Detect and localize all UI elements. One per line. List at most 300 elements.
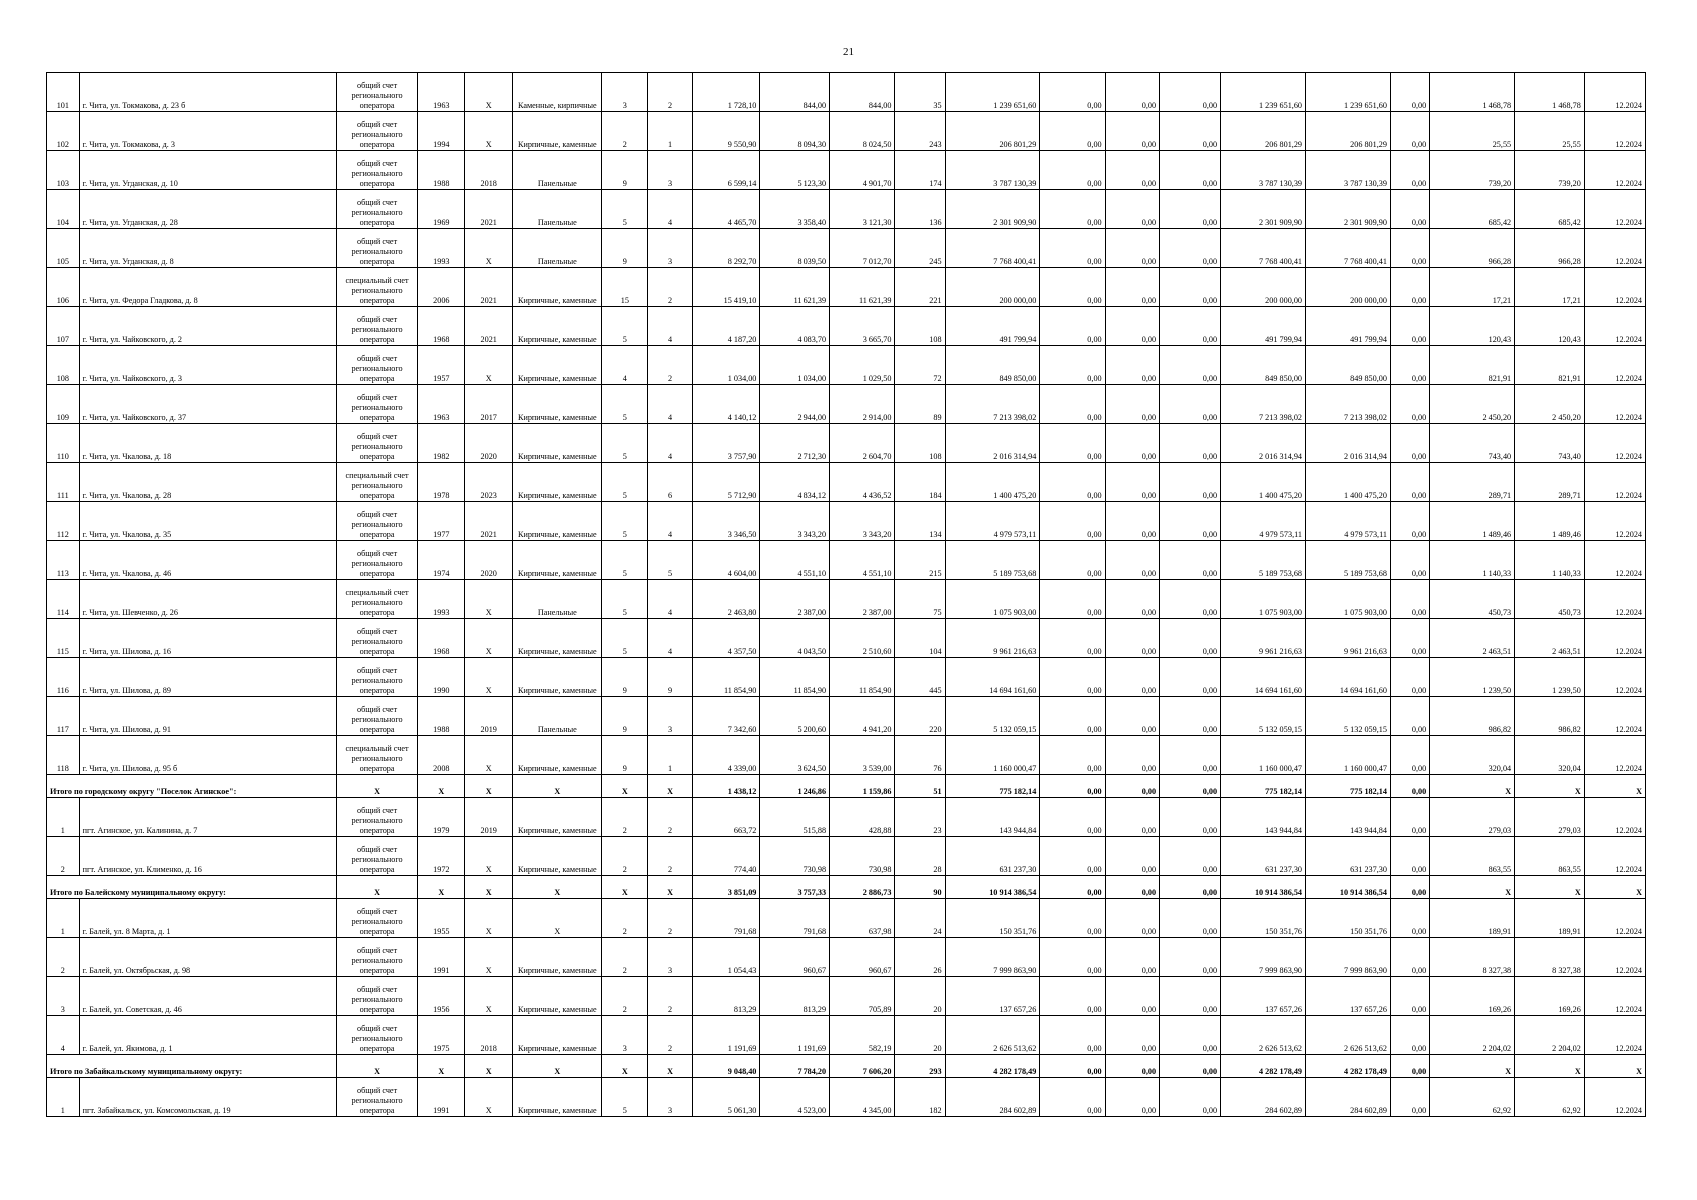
table-cell: 4 bbox=[648, 424, 693, 463]
table-cell: 109 bbox=[47, 385, 80, 424]
table-cell: 284 602,89 bbox=[1221, 1078, 1306, 1117]
table-cell: 1993 bbox=[418, 229, 465, 268]
table-cell: 7 342,60 bbox=[692, 697, 760, 736]
table-cell: 1 400 475,20 bbox=[945, 463, 1040, 502]
table-cell: 0,00 bbox=[1390, 938, 1429, 977]
table-cell: 0,00 bbox=[1160, 268, 1221, 307]
subtotal-cell: 1 159,86 bbox=[830, 775, 895, 798]
table-cell: 11 621,39 bbox=[830, 268, 895, 307]
table-cell: 1968 bbox=[418, 619, 465, 658]
table-cell: 2 bbox=[648, 837, 693, 876]
table-cell: 9 bbox=[602, 736, 648, 775]
table-cell: 1 054,43 bbox=[692, 938, 760, 977]
table-cell: 5 132 059,15 bbox=[945, 697, 1040, 736]
table-cell: 1977 bbox=[418, 502, 465, 541]
table-cell: 4 bbox=[648, 190, 693, 229]
subtotal-cell: X bbox=[602, 876, 648, 899]
table-cell: 9 550,90 bbox=[692, 112, 760, 151]
table-cell: 2 bbox=[648, 977, 693, 1016]
table-cell: общий счет регионального оператора bbox=[336, 977, 418, 1016]
table-cell: 0,00 bbox=[1390, 541, 1429, 580]
table-cell: 0,00 bbox=[1160, 346, 1221, 385]
table-cell: 120,43 bbox=[1515, 307, 1585, 346]
table-cell: 2 463,51 bbox=[1515, 619, 1585, 658]
table-row bbox=[47, 1078, 1646, 1117]
table-cell: 821,91 bbox=[1430, 346, 1515, 385]
table-cell: 2 bbox=[602, 977, 648, 1016]
table-cell: 0,00 bbox=[1390, 463, 1429, 502]
table-cell: Кирпичные, каменные bbox=[513, 385, 602, 424]
table-cell: 15 419,10 bbox=[692, 268, 760, 307]
table-cell: 2 604,70 bbox=[830, 424, 895, 463]
subtotal-cell: 775 182,14 bbox=[1306, 775, 1391, 798]
table-cell: 0,00 bbox=[1390, 580, 1429, 619]
subtotal-cell: X bbox=[513, 1055, 602, 1078]
table-cell: 184 bbox=[895, 463, 945, 502]
table-cell: 0,00 bbox=[1105, 307, 1159, 346]
table-cell: X bbox=[465, 73, 513, 112]
table-cell: 2 bbox=[648, 899, 693, 938]
table-cell: 2021 bbox=[465, 268, 513, 307]
table-cell: г. Чита, ул. Чкалова, д. 35 bbox=[79, 502, 336, 541]
table-cell: 1 075 903,00 bbox=[1306, 580, 1391, 619]
table-cell: 2 bbox=[602, 798, 648, 837]
subtotal-cell: X bbox=[1515, 876, 1585, 899]
table-cell: 0,00 bbox=[1040, 899, 1105, 938]
table-cell: 1991 bbox=[418, 938, 465, 977]
table-cell: 3 787 130,39 bbox=[945, 151, 1040, 190]
table-cell: 206 801,29 bbox=[945, 112, 1040, 151]
table-cell: 582,19 bbox=[830, 1016, 895, 1055]
table-cell: 150 351,76 bbox=[1221, 899, 1306, 938]
table-cell: 0,00 bbox=[1160, 1016, 1221, 1055]
subtotal-cell: X bbox=[648, 1055, 693, 1078]
table-cell: 1 140,33 bbox=[1515, 541, 1585, 580]
table-cell: 1 400 475,20 bbox=[1306, 463, 1391, 502]
table-cell: 0,00 bbox=[1160, 307, 1221, 346]
table-cell: 2 463,80 bbox=[692, 580, 760, 619]
table-cell: 1 489,46 bbox=[1430, 502, 1515, 541]
table-cell: 0,00 bbox=[1040, 1016, 1105, 1055]
table-cell: 2 bbox=[648, 346, 693, 385]
table-cell: 1993 bbox=[418, 580, 465, 619]
subtotal-cell: X bbox=[602, 775, 648, 798]
table-cell: 0,00 bbox=[1105, 346, 1159, 385]
table-cell: 106 bbox=[47, 268, 80, 307]
table-cell: Кирпичные, каменные bbox=[513, 619, 602, 658]
table-cell: 25,55 bbox=[1430, 112, 1515, 151]
subtotal-cell: 4 282 178,49 bbox=[945, 1055, 1040, 1078]
table-cell: 2008 bbox=[418, 736, 465, 775]
table-cell: 200 000,00 bbox=[1306, 268, 1391, 307]
table-cell: 11 854,90 bbox=[830, 658, 895, 697]
subtotal-cell: X bbox=[1515, 1055, 1585, 1078]
table-cell: 5 bbox=[602, 385, 648, 424]
table-cell: 0,00 bbox=[1105, 541, 1159, 580]
table-cell: Панельные bbox=[513, 229, 602, 268]
table-cell: 1990 bbox=[418, 658, 465, 697]
table-cell: 4 bbox=[602, 346, 648, 385]
table-cell: 12.2024 bbox=[1584, 798, 1645, 837]
table-cell: Кирпичные, каменные bbox=[513, 112, 602, 151]
table-cell: 631 237,30 bbox=[1221, 837, 1306, 876]
table-cell: 1968 bbox=[418, 307, 465, 346]
table-cell: 0,00 bbox=[1105, 798, 1159, 837]
table-row bbox=[47, 151, 1646, 190]
table-cell: Кирпичные, каменные bbox=[513, 1016, 602, 1055]
table-cell: 0,00 bbox=[1040, 798, 1105, 837]
table-cell: 75 bbox=[895, 580, 945, 619]
table-cell: 1 075 903,00 bbox=[945, 580, 1040, 619]
table-cell: 5 bbox=[602, 502, 648, 541]
table-cell: 117 bbox=[47, 697, 80, 736]
table-cell: 2 016 314,94 bbox=[1221, 424, 1306, 463]
table-cell: 5 123,30 bbox=[760, 151, 830, 190]
table-cell: 35 bbox=[895, 73, 945, 112]
subtotal-cell: 0,00 bbox=[1390, 876, 1429, 899]
table-cell: 743,40 bbox=[1430, 424, 1515, 463]
table-cell: 663,72 bbox=[692, 798, 760, 837]
table-cell: 0,00 bbox=[1390, 977, 1429, 1016]
table-cell: 7 999 863,90 bbox=[1221, 938, 1306, 977]
table-cell: 1974 bbox=[418, 541, 465, 580]
table-cell: 1 bbox=[648, 736, 693, 775]
table-cell: 0,00 bbox=[1105, 837, 1159, 876]
table-cell: 89 bbox=[895, 385, 945, 424]
table-cell: г. Чита, ул. Чкалова, д. 46 bbox=[79, 541, 336, 580]
table-cell: 3 bbox=[648, 229, 693, 268]
table-cell: 1982 bbox=[418, 424, 465, 463]
table-cell: 289,71 bbox=[1515, 463, 1585, 502]
table-cell: 1 160 000,47 bbox=[1306, 736, 1391, 775]
table-cell: 4 187,20 bbox=[692, 307, 760, 346]
table-cell: 4 140,12 bbox=[692, 385, 760, 424]
table-row bbox=[47, 1016, 1646, 1055]
subtotal-cell: X bbox=[1584, 775, 1645, 798]
table-cell: 863,55 bbox=[1430, 837, 1515, 876]
table-cell: общий счет регионального оператора bbox=[336, 798, 418, 837]
table-cell: 0,00 bbox=[1105, 190, 1159, 229]
table-cell: 2 bbox=[648, 1016, 693, 1055]
table-cell: 5 bbox=[648, 541, 693, 580]
table-cell: 849 850,00 bbox=[945, 346, 1040, 385]
table-cell: г. Чита, ул. Токмакова, д. 3 bbox=[79, 112, 336, 151]
table-cell: 12.2024 bbox=[1584, 541, 1645, 580]
table-cell: специальный счет регионального оператора bbox=[336, 463, 418, 502]
table-cell: 3 343,20 bbox=[830, 502, 895, 541]
table-cell: 0,00 bbox=[1390, 899, 1429, 938]
subtotal-cell: 10 914 386,54 bbox=[945, 876, 1040, 899]
table-cell: 12.2024 bbox=[1584, 73, 1645, 112]
table-cell: 0,00 bbox=[1105, 736, 1159, 775]
table-cell: 1 bbox=[47, 899, 80, 938]
table-cell: 1 468,78 bbox=[1515, 73, 1585, 112]
table-cell: 0,00 bbox=[1040, 541, 1105, 580]
table-cell: 11 621,39 bbox=[760, 268, 830, 307]
table-cell: X bbox=[465, 938, 513, 977]
table-cell: общий счет регионального оператора bbox=[336, 190, 418, 229]
table-cell: 4 bbox=[648, 580, 693, 619]
table-cell: 101 bbox=[47, 73, 80, 112]
table-cell: 72 bbox=[895, 346, 945, 385]
table-cell: 1 034,00 bbox=[692, 346, 760, 385]
table-cell: 1979 bbox=[418, 798, 465, 837]
subtotal-cell: X bbox=[602, 1055, 648, 1078]
table-cell: 120,43 bbox=[1430, 307, 1515, 346]
table-cell: г. Чита, ул. Чайковского, д. 3 bbox=[79, 346, 336, 385]
table-cell: 0,00 bbox=[1390, 73, 1429, 112]
subtotal-cell: 3 851,09 bbox=[692, 876, 760, 899]
table-cell: 9 bbox=[602, 697, 648, 736]
subtotal-cell: X bbox=[465, 1055, 513, 1078]
table-cell: специальный счет регионального оператора bbox=[336, 268, 418, 307]
table-cell: 844,00 bbox=[760, 73, 830, 112]
table-cell: Кирпичные, каменные bbox=[513, 424, 602, 463]
table-cell: 0,00 bbox=[1160, 73, 1221, 112]
subtotal-cell: X bbox=[513, 775, 602, 798]
table-cell: 0,00 bbox=[1105, 697, 1159, 736]
table-cell: 2021 bbox=[465, 307, 513, 346]
subtotal-cell: 4 282 178,49 bbox=[1221, 1055, 1306, 1078]
table-cell: г. Чита, ул. Шилова, д. 16 bbox=[79, 619, 336, 658]
table-cell: 0,00 bbox=[1390, 798, 1429, 837]
table-cell: Каменные, кирпичные bbox=[513, 73, 602, 112]
table-cell: 169,26 bbox=[1515, 977, 1585, 1016]
table-cell: 0,00 bbox=[1040, 385, 1105, 424]
subtotal-cell: 0,00 bbox=[1105, 1055, 1159, 1078]
table-cell: X bbox=[465, 899, 513, 938]
table-cell: 1988 bbox=[418, 151, 465, 190]
table-cell: X bbox=[465, 1078, 513, 1117]
table-cell: общий счет регионального оператора bbox=[336, 938, 418, 977]
table-cell: X bbox=[465, 112, 513, 151]
table-cell: 134 bbox=[895, 502, 945, 541]
table-cell: 7 999 863,90 bbox=[1306, 938, 1391, 977]
table-cell: 2 301 909,90 bbox=[945, 190, 1040, 229]
subtotal-cell: 0,00 bbox=[1160, 876, 1221, 899]
table-cell: Кирпичные, каменные bbox=[513, 307, 602, 346]
table-row bbox=[47, 112, 1646, 151]
table-cell: 189,91 bbox=[1430, 899, 1515, 938]
table-cell: 1955 bbox=[418, 899, 465, 938]
table-cell: 0,00 bbox=[1105, 151, 1159, 190]
table-cell: 3 343,20 bbox=[760, 502, 830, 541]
table-cell: 0,00 bbox=[1105, 112, 1159, 151]
table-cell: 0,00 bbox=[1040, 229, 1105, 268]
table-row bbox=[47, 73, 1646, 112]
table-cell: пгт. Агинское, ул. Клименко, д. 16 bbox=[79, 837, 336, 876]
table-cell: 108 bbox=[895, 307, 945, 346]
table-cell: 3 bbox=[648, 938, 693, 977]
table-cell: 111 bbox=[47, 463, 80, 502]
table-cell: 0,00 bbox=[1160, 385, 1221, 424]
table-row bbox=[47, 798, 1646, 837]
table-cell: 2 204,02 bbox=[1515, 1016, 1585, 1055]
table-cell: 730,98 bbox=[830, 837, 895, 876]
subtotal-cell: X bbox=[513, 876, 602, 899]
table-cell: 0,00 bbox=[1040, 736, 1105, 775]
table-row bbox=[47, 463, 1646, 502]
table-cell: 5 132 059,15 bbox=[1306, 697, 1391, 736]
subtotal-cell: X bbox=[336, 1055, 418, 1078]
table-cell: X bbox=[465, 619, 513, 658]
table-cell: 4 345,00 bbox=[830, 1078, 895, 1117]
table-cell: 215 bbox=[895, 541, 945, 580]
table-cell: 813,29 bbox=[692, 977, 760, 1016]
table-cell: 8 327,38 bbox=[1430, 938, 1515, 977]
table-cell: 5 061,30 bbox=[692, 1078, 760, 1117]
table-cell: 1 728,10 bbox=[692, 73, 760, 112]
table-cell: 1988 bbox=[418, 697, 465, 736]
table-cell: 813,29 bbox=[760, 977, 830, 1016]
table-cell: г. Балей, ул. Октябрьская, д. 98 bbox=[79, 938, 336, 977]
table-cell: общий счет регионального оператора bbox=[336, 837, 418, 876]
subtotal-cell: 0,00 bbox=[1040, 1055, 1105, 1078]
table-cell: общий счет регионального оператора bbox=[336, 385, 418, 424]
table-cell: г. Чита, ул. Шилова, д. 89 bbox=[79, 658, 336, 697]
table-cell: 2 510,60 bbox=[830, 619, 895, 658]
table-cell: 14 694 161,60 bbox=[1221, 658, 1306, 697]
table-cell: 2 bbox=[602, 112, 648, 151]
table-cell: 3 bbox=[648, 1078, 693, 1117]
table-cell: 4 436,52 bbox=[830, 463, 895, 502]
table-cell: 143 944,84 bbox=[1306, 798, 1391, 837]
table-cell: 1 075 903,00 bbox=[1221, 580, 1306, 619]
table-cell: 14 694 161,60 bbox=[1306, 658, 1391, 697]
table-cell: 2023 bbox=[465, 463, 513, 502]
table-cell: 7 768 400,41 bbox=[1306, 229, 1391, 268]
table-cell: 4 979 573,11 bbox=[1221, 502, 1306, 541]
table-cell: 5 712,90 bbox=[692, 463, 760, 502]
table-cell: 2019 bbox=[465, 798, 513, 837]
table-cell: 3 665,70 bbox=[830, 307, 895, 346]
subtotal-cell: X bbox=[418, 876, 465, 899]
table-cell: 0,00 bbox=[1105, 580, 1159, 619]
table-cell: 108 bbox=[895, 424, 945, 463]
subtotal-label: Итого по Балейскому муниципальному округу: bbox=[47, 876, 337, 899]
table-cell: 4 979 573,11 bbox=[1306, 502, 1391, 541]
table-cell: 12.2024 bbox=[1584, 619, 1645, 658]
table-cell: г. Чита, ул. Шевченко, д. 26 bbox=[79, 580, 336, 619]
table-cell: 112 bbox=[47, 502, 80, 541]
subtotal-cell: 2 886,73 bbox=[830, 876, 895, 899]
table-cell: 0,00 bbox=[1040, 837, 1105, 876]
table-row bbox=[47, 658, 1646, 697]
table-cell: 113 bbox=[47, 541, 80, 580]
table-cell: 12.2024 bbox=[1584, 463, 1645, 502]
subtotal-cell: 1 246,86 bbox=[760, 775, 830, 798]
table-cell: 0,00 bbox=[1390, 190, 1429, 229]
table-cell: 4 339,00 bbox=[692, 736, 760, 775]
table-cell: 9 bbox=[602, 229, 648, 268]
table-cell: 12.2024 bbox=[1584, 307, 1645, 346]
table-cell: 8 094,30 bbox=[760, 112, 830, 151]
table-row bbox=[47, 190, 1646, 229]
table-cell: 0,00 bbox=[1390, 424, 1429, 463]
table-cell: 791,68 bbox=[760, 899, 830, 938]
table-cell: 1 bbox=[47, 1078, 80, 1117]
table-cell: 12.2024 bbox=[1584, 1016, 1645, 1055]
table-cell: 5 bbox=[602, 619, 648, 658]
table-cell: 450,73 bbox=[1515, 580, 1585, 619]
table-cell: 12.2024 bbox=[1584, 424, 1645, 463]
table-cell: 12.2024 bbox=[1584, 899, 1645, 938]
table-cell: 12.2024 bbox=[1584, 736, 1645, 775]
table-cell: 0,00 bbox=[1160, 463, 1221, 502]
table-cell: 62,92 bbox=[1430, 1078, 1515, 1117]
table-cell: 0,00 bbox=[1390, 112, 1429, 151]
table-cell: Панельные bbox=[513, 190, 602, 229]
table-cell: 2 204,02 bbox=[1430, 1016, 1515, 1055]
table-cell: 3 bbox=[47, 977, 80, 1016]
table-cell: 2018 bbox=[465, 151, 513, 190]
table-cell: 0,00 bbox=[1160, 697, 1221, 736]
table-cell: 1 bbox=[47, 798, 80, 837]
table-cell: 1 140,33 bbox=[1430, 541, 1515, 580]
table-cell: г. Чита, ул. Шилова, д. 91 bbox=[79, 697, 336, 736]
table-cell: общий счет регионального оператора bbox=[336, 229, 418, 268]
table-cell: 0,00 bbox=[1390, 229, 1429, 268]
table-cell: 9 961 216,63 bbox=[1221, 619, 1306, 658]
table-cell: 9 961 216,63 bbox=[1306, 619, 1391, 658]
table-body bbox=[47, 73, 1646, 1117]
table-cell: Панельные bbox=[513, 697, 602, 736]
table-cell: 279,03 bbox=[1430, 798, 1515, 837]
table-cell: 4 979 573,11 bbox=[945, 502, 1040, 541]
table-cell: 4 083,70 bbox=[760, 307, 830, 346]
table-cell: Кирпичные, каменные bbox=[513, 346, 602, 385]
table-cell: общий счет регионального оператора bbox=[336, 619, 418, 658]
table-cell: 0,00 bbox=[1390, 346, 1429, 385]
table-cell: 0,00 bbox=[1160, 1078, 1221, 1117]
table-cell: 3 358,40 bbox=[760, 190, 830, 229]
table-cell: 8 292,70 bbox=[692, 229, 760, 268]
table-cell: 102 bbox=[47, 112, 80, 151]
table-cell: 2 626 513,62 bbox=[1306, 1016, 1391, 1055]
table-cell: 14 694 161,60 bbox=[945, 658, 1040, 697]
table-cell: 8 327,38 bbox=[1515, 938, 1585, 977]
table-cell: Кирпичные, каменные bbox=[513, 463, 602, 502]
subtotal-cell: 0,00 bbox=[1160, 775, 1221, 798]
table-cell: 1 160 000,47 bbox=[945, 736, 1040, 775]
table-row bbox=[47, 502, 1646, 541]
subtotal-cell: 3 757,33 bbox=[760, 876, 830, 899]
table-cell: 0,00 bbox=[1390, 658, 1429, 697]
table-cell: Панельные bbox=[513, 151, 602, 190]
subtotal-cell: 775 182,14 bbox=[945, 775, 1040, 798]
table-cell: 0,00 bbox=[1390, 619, 1429, 658]
table-cell: 0,00 bbox=[1160, 899, 1221, 938]
table-cell: 320,04 bbox=[1515, 736, 1585, 775]
table-cell: 243 bbox=[895, 112, 945, 151]
table-cell: 284 602,89 bbox=[945, 1078, 1040, 1117]
table-cell: 0,00 bbox=[1040, 977, 1105, 1016]
table-cell: 6 bbox=[648, 463, 693, 502]
table-cell: общий счет регионального оператора bbox=[336, 112, 418, 151]
table-cell: 7 768 400,41 bbox=[1221, 229, 1306, 268]
table-cell: 11 854,90 bbox=[692, 658, 760, 697]
subtotal-cell: X bbox=[418, 775, 465, 798]
table-cell: 200 000,00 bbox=[1221, 268, 1306, 307]
table-cell: 25,55 bbox=[1515, 112, 1585, 151]
table-cell: 1 400 475,20 bbox=[1221, 463, 1306, 502]
table-cell: 20 bbox=[895, 1016, 945, 1055]
table-cell: 4 bbox=[648, 619, 693, 658]
table-cell: 2 387,00 bbox=[760, 580, 830, 619]
table-cell: 2019 bbox=[465, 697, 513, 736]
table-cell: 26 bbox=[895, 938, 945, 977]
table-cell: 2 463,51 bbox=[1430, 619, 1515, 658]
